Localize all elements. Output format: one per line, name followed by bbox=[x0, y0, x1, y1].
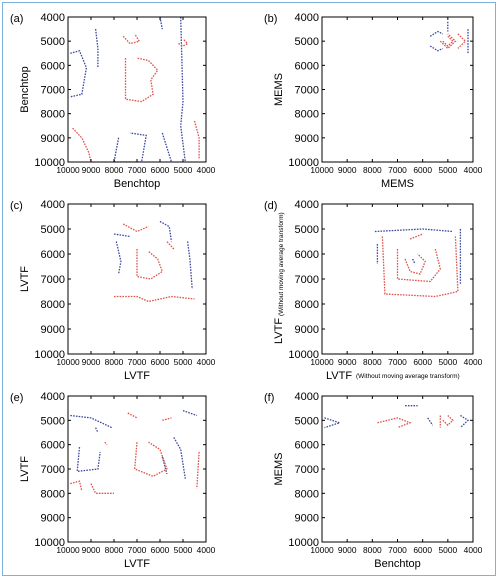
panel-5-ytick-label-1: 5000 bbox=[294, 415, 319, 428]
panel-0-red-contour-1 bbox=[123, 34, 139, 44]
panel-1-red-contour-2 bbox=[458, 34, 466, 49]
panel-2-blue-contour-1 bbox=[160, 222, 172, 242]
panel-4-ytick-label-6: 10000 bbox=[34, 537, 65, 549]
panel-4-xtick-label-2: 8000 bbox=[104, 545, 124, 555]
panel-5-xtick-label-4: 6000 bbox=[413, 545, 432, 555]
panel-1-ytick-label-1: 5000 bbox=[294, 36, 319, 49]
panel-5-ytick-label-2: 6000 bbox=[294, 439, 319, 452]
panel-1-xtick-label-5: 5000 bbox=[438, 165, 458, 175]
panel-4-red-contour-3 bbox=[162, 418, 171, 420]
panel-1-ytick-label-5: 9000 bbox=[294, 132, 319, 145]
panel-4-blue-contour-3 bbox=[174, 437, 186, 478]
panel-0-red-contour-2 bbox=[73, 128, 91, 162]
panel-2-red-contour-0 bbox=[137, 249, 162, 279]
panel-4-xtick-label-5: 5000 bbox=[173, 545, 193, 555]
panel-1-xtick-label-0: 10000 bbox=[310, 165, 334, 175]
panel-3-xtick-label-5: 5000 bbox=[438, 357, 458, 367]
panel-0-label: (a) bbox=[10, 13, 24, 25]
panel-2-ytick-label-5: 9000 bbox=[40, 324, 65, 336]
panel-2-xtick-label-0: 10000 bbox=[56, 357, 80, 367]
panel-5-xtick-label-5: 5000 bbox=[438, 545, 458, 555]
panel-2-ytick-label-2: 6000 bbox=[40, 249, 65, 261]
panel-5-blue-contour-2 bbox=[460, 416, 468, 428]
panel-5-ytick-label-0: 4000 bbox=[294, 391, 319, 403]
panel-0-ylabel: Benchtop bbox=[19, 66, 31, 113]
panel-0-xtick-label-3: 7000 bbox=[127, 165, 147, 175]
panel-2-xtick-label-6: 4000 bbox=[196, 357, 216, 367]
panel-2-label: (c) bbox=[10, 200, 23, 212]
panel-3-ytick-label-4: 8000 bbox=[294, 299, 319, 311]
panel-0-ytick-label-3: 7000 bbox=[40, 84, 65, 97]
panel-3-xlabel: LVTF bbox=[326, 370, 353, 382]
panel-1-xtick-label-4: 6000 bbox=[413, 165, 432, 175]
panel-4-red-contour-4 bbox=[197, 452, 199, 489]
panel-0-ytick-label-5: 9000 bbox=[40, 132, 65, 145]
panel-3-red-contour-3 bbox=[410, 234, 423, 239]
panel-3-label: (d) bbox=[264, 200, 278, 212]
panel-5-blue-contour-0 bbox=[325, 418, 340, 428]
panel-4-xtick-label-0: 10000 bbox=[56, 545, 80, 555]
panel-3-ylabel-note: (Without moving average transform) bbox=[278, 212, 285, 316]
panel-2-ytick-label-1: 5000 bbox=[40, 224, 65, 236]
panel-0-blue-contour-3 bbox=[181, 17, 186, 162]
panel-3-ylabel: LVTF bbox=[273, 317, 285, 344]
panel-1-ytick-label-0: 4000 bbox=[294, 12, 319, 24]
panel-1-ytick-label-4: 8000 bbox=[294, 108, 319, 121]
panel-5-ylabel: MEMS bbox=[273, 452, 285, 486]
panel-2-ylabel: LVTF bbox=[19, 265, 31, 293]
panel-1-ytick-label-6: 10000 bbox=[288, 157, 319, 169]
panel-0-xtick-label-2: 8000 bbox=[104, 165, 124, 175]
panel-0-xtick-label-6: 4000 bbox=[196, 165, 216, 175]
panel-0-ytick-label-1: 5000 bbox=[40, 36, 65, 49]
panel-5-xtick-label-1: 9000 bbox=[337, 545, 357, 555]
panel-5-label: (f) bbox=[264, 392, 275, 404]
panel-3-ytick-label-0: 4000 bbox=[294, 199, 319, 211]
panel-1-blue-contour-1 bbox=[430, 46, 443, 51]
panel-4-ytick-label-0: 4000 bbox=[40, 391, 65, 403]
panel-0-xtick-label-5: 5000 bbox=[173, 165, 193, 175]
panel-4-ylabel: LVTF bbox=[19, 455, 31, 483]
panel-1-ylabel: MEMS bbox=[273, 73, 285, 106]
panel-1-xtick-label-3: 7000 bbox=[388, 165, 407, 175]
panel-3-xtick-label-3: 7000 bbox=[388, 357, 407, 367]
panel-4-xtick-label-1: 9000 bbox=[81, 545, 101, 555]
panel-2-xtick-label-1: 9000 bbox=[81, 357, 101, 367]
panel-3-ytick-label-6: 10000 bbox=[288, 349, 319, 361]
panel-4-xtick-label-6: 4000 bbox=[196, 545, 216, 555]
panel-2-red-contour-2 bbox=[123, 224, 148, 232]
panel-3-blue-contour-0 bbox=[375, 229, 453, 232]
panel-2-ytick-label-3: 7000 bbox=[40, 274, 65, 286]
panel-1-xtick-label-2: 8000 bbox=[363, 165, 382, 175]
panel-1-label: (b) bbox=[264, 13, 278, 25]
panel-2-xtick-label-3: 7000 bbox=[127, 357, 147, 367]
panel-4-blue-contour-4 bbox=[183, 411, 197, 416]
panel-5-xtick-label-3: 7000 bbox=[388, 545, 407, 555]
panel-4-ytick-label-2: 6000 bbox=[40, 439, 65, 452]
panel-0-red-contour-4 bbox=[195, 121, 200, 160]
panel-0-ytick-label-0: 4000 bbox=[40, 12, 65, 24]
panel-4-label: (e) bbox=[10, 392, 24, 404]
panel-0-ytick-label-2: 6000 bbox=[40, 60, 65, 73]
panel-5-blue-contour-3 bbox=[428, 418, 433, 425]
panel-3-plot-frame bbox=[322, 204, 473, 354]
panel-1-ytick-label-2: 6000 bbox=[294, 60, 319, 73]
panel-2-ytick-label-0: 4000 bbox=[40, 199, 65, 211]
panel-2-blue-contour-3 bbox=[114, 234, 130, 237]
panel-3-xtick-label-6: 4000 bbox=[463, 357, 483, 367]
panel-3-xtick-label-1: 9000 bbox=[337, 357, 357, 367]
panel-4-xtick-label-4: 6000 bbox=[150, 545, 170, 555]
panel-5-xlabel: Benchtop bbox=[374, 558, 421, 570]
panel-2-red-contour-1 bbox=[114, 297, 195, 302]
panel-2-xtick-label-5: 5000 bbox=[173, 357, 193, 367]
panel-4-ytick-label-4: 8000 bbox=[40, 488, 65, 501]
panel-2-red-contour-3 bbox=[167, 242, 174, 250]
panel-4-blue-contour-1 bbox=[77, 447, 100, 471]
panel-4-plot-frame bbox=[68, 396, 206, 542]
panel-4-xlabel: LVTF bbox=[123, 558, 151, 570]
panel-1-ytick-label-3: 7000 bbox=[294, 84, 319, 97]
panel-4-red-contour-6 bbox=[105, 442, 107, 445]
panel-5-ytick-label-3: 7000 bbox=[294, 464, 319, 476]
panel-5-xtick-label-6: 4000 bbox=[463, 545, 483, 555]
panel-3-red-contour-0 bbox=[382, 237, 458, 297]
panel-5-red-contour-0 bbox=[377, 418, 410, 428]
panel-4-xtick-label-3: 7000 bbox=[127, 545, 147, 555]
panel-0-xlabel: Benchtop bbox=[113, 178, 161, 190]
panel-1-xlabel: MEMS bbox=[381, 178, 414, 190]
panel-3-red-contour-1 bbox=[398, 249, 441, 282]
panel-3-xlabel-note: (Without moving average transform) bbox=[356, 373, 460, 380]
panel-3-xtick-label-2: 8000 bbox=[363, 357, 382, 367]
panel-3-blue-contour-3 bbox=[413, 259, 416, 264]
panel-1-blue-contour-0 bbox=[430, 32, 443, 37]
panel-0-blue-contour-2 bbox=[114, 133, 146, 162]
panel-1-xtick-label-6: 4000 bbox=[463, 165, 483, 175]
panel-4-blue-contour-0 bbox=[70, 416, 111, 428]
panel-2-xtick-label-2: 8000 bbox=[104, 357, 124, 367]
panel-2-ytick-label-6: 10000 bbox=[34, 349, 65, 361]
panel-0-blue-contour-4 bbox=[162, 133, 171, 162]
panel-2-xlabel: LVTF bbox=[123, 370, 151, 382]
panel-2-ytick-label-4: 8000 bbox=[40, 299, 65, 311]
panel-5-ytick-label-4: 8000 bbox=[294, 488, 319, 501]
panel-3-ytick-label-5: 9000 bbox=[294, 324, 319, 336]
panel-0-xtick-label-4: 6000 bbox=[150, 165, 170, 175]
panel-0-blue-contour-0 bbox=[70, 51, 86, 97]
panel-4-red-contour-2 bbox=[70, 481, 82, 491]
panel-0-blue-contour-1 bbox=[96, 29, 98, 68]
panel-4-red-contour-5 bbox=[128, 413, 137, 418]
panel-3-xtick-label-4: 6000 bbox=[413, 357, 432, 367]
panel-0-red-contour-0 bbox=[126, 58, 158, 102]
panel-0-xtick-label-0: 10000 bbox=[56, 165, 80, 175]
panel-3-xtick-label-0: 10000 bbox=[310, 357, 334, 367]
panel-2-blue-contour-2 bbox=[188, 242, 193, 290]
panel-5-red-contour-1 bbox=[443, 416, 453, 426]
panel-0-xtick-label-1: 9000 bbox=[81, 165, 101, 175]
panel-0-ytick-label-6: 10000 bbox=[34, 157, 65, 169]
panel-3-ytick-label-3: 7000 bbox=[294, 274, 319, 286]
panel-2-plot-frame bbox=[68, 204, 206, 354]
panel-5-ytick-label-5: 9000 bbox=[294, 512, 319, 525]
panel-5-ytick-label-6: 10000 bbox=[288, 537, 319, 549]
panel-5-xtick-label-2: 8000 bbox=[363, 545, 382, 555]
panel-4-red-contour-0 bbox=[135, 442, 167, 476]
panel-5-xtick-label-0: 10000 bbox=[310, 545, 334, 555]
panel-0-red-contour-3 bbox=[178, 39, 187, 46]
panel-2-blue-contour-0 bbox=[116, 242, 121, 275]
panel-1-xtick-label-1: 9000 bbox=[337, 165, 357, 175]
panel-0-ytick-label-4: 8000 bbox=[40, 108, 65, 121]
panel-4-ytick-label-3: 7000 bbox=[40, 464, 65, 476]
panel-3-ytick-label-1: 5000 bbox=[294, 224, 319, 236]
panel-2-xtick-label-4: 6000 bbox=[150, 357, 170, 367]
panel-4-ytick-label-1: 5000 bbox=[40, 415, 65, 428]
panel-3-ytick-label-2: 6000 bbox=[294, 249, 319, 261]
panel-4-ytick-label-5: 9000 bbox=[40, 512, 65, 525]
panel-3-red-contour-2 bbox=[405, 254, 425, 274]
panel-4-blue-contour-5 bbox=[96, 428, 98, 433]
panel-4-red-contour-1 bbox=[91, 484, 114, 494]
